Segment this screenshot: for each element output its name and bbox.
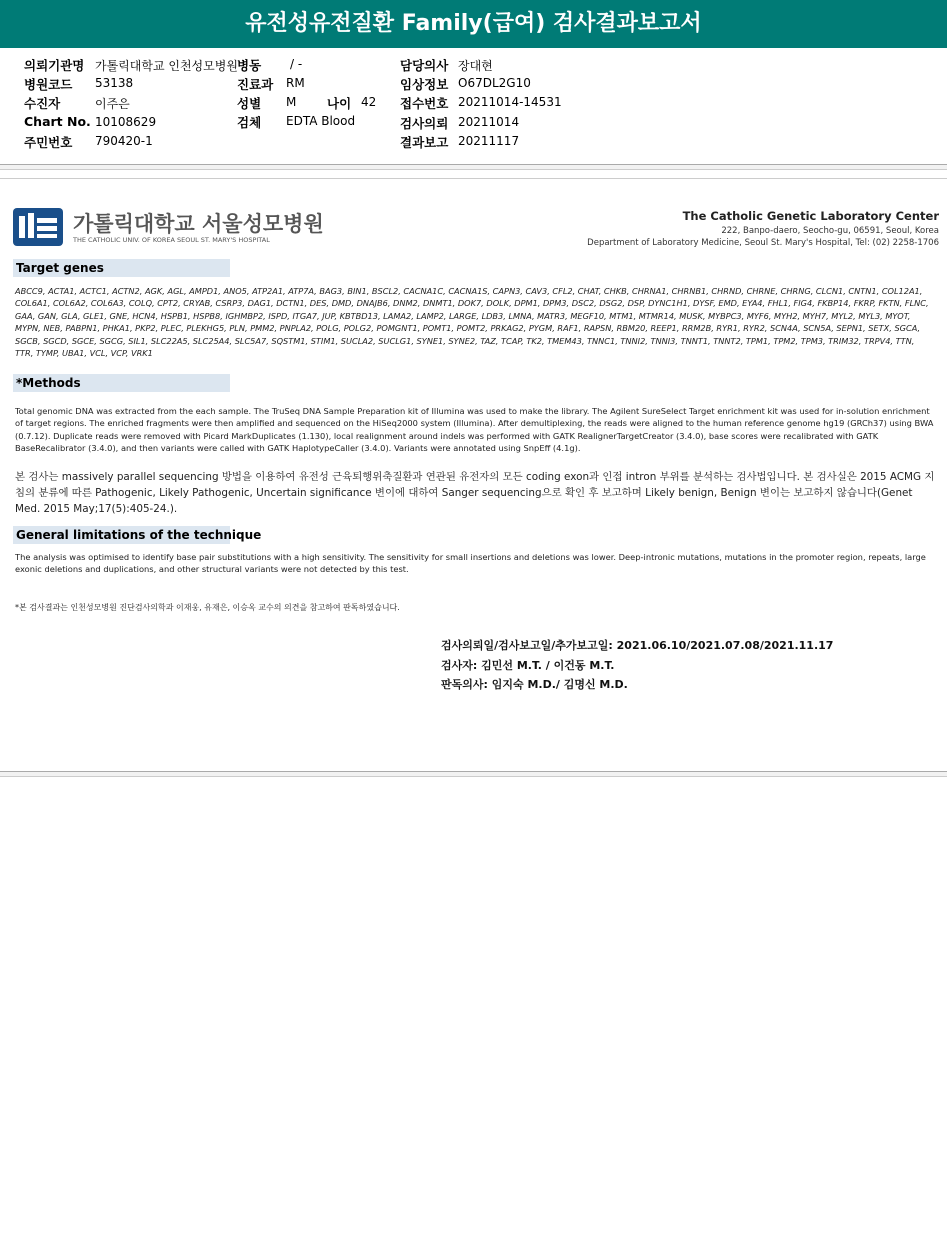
lab-center-name: The Catholic Genetic Laboratory Center	[682, 209, 939, 223]
ward-value: / -	[290, 57, 303, 71]
request-date-label: 검사의뢰	[400, 116, 449, 131]
sex-value: M	[286, 95, 297, 109]
department-label: 진료과	[237, 77, 274, 92]
receipt-no-value: 20211014-14531	[458, 95, 562, 109]
lab-center-address: 222, Banpo-daero, Seocho-gu, 06591, Seoul, Korea	[721, 226, 939, 236]
reader-line: 판독의사: 임지숙 M.D./ 김명신 M.D.	[441, 678, 628, 691]
limitations-text: The analysis was optimised to identify base pair substitutions with a high sensitivity. The sensitivity for small insertions and deletions was lower. Deep-intronic mutations, mutations in the promoter region, repeats, large exonic deletions and duplications, and other structural variants were not detected by this test.	[15, 552, 926, 575]
patient-name-value: 이주은	[95, 97, 130, 111]
target-genes-list: ABCC9, ACTA1, ACTC1, ACTN2, AGK, AGL, AMPD1, ANO5, ATP2A1, ATP7A, BAG3, BIN1, BSCL2, CACNA1C, CACNA1S, CAPN3, CAV3, CFL2, CHAT, CHKB, CHRNA1, CHRNB1, CHRND, CHRNE, CHRNG, CLCN1, CNTN1, COL12A1, COL6A1, COL6A2, COL6A3, COLQ, CPT2, CRYAB, CSRP3, DAG1, DCTN1, DES, DMD, DNAJB6, DNM2, DNMT1, DOK7, DOLK, DPM1, DPM3, DSC2, DSG2, DSP, DYNC1H1, DYSF, EMD, EYA4, FHL1, FIG4, FKBP14, FKRP, FKTN, FLNC, GAA, GAN, GLA, GLE1, GNE, HCN4, HSPB1, HSPB8, IGHMBP2, ISPD, ITGA7, JUP, KBTBD13, LAMA2, LAMP2, LARGE, LDB3, LMNA, MATR3, MEGF10, MTM1, MTMR14, MUSK, MYBPC3, MYF6, MYH2, MYH7, MYL2, MYL3, MYOT, MYPN, NEB, PABPN1, PHKA1, PKP2, PLEC, PLEKHG5, PLN, PMM2, PNPLA2, POLG, POLG2, POMGNT1, POMT1, POMT2, PRKAG2, PYGM, RAF1, RAPSN, RBM20, REEP1, RRM2B, RYR1, RYR2, SCN4A, SCN5A, SEPN1, SETX, SGCA, SGCB, SGCD, SGCE, SGCG, SIL1, SLC22A5, SLC25A4, SLC5A7, SQSTM1, STIM1, SUCLA2, SUCLG1, SYNE1, SYNE2, TAZ, TCAP, TK2, TMEM43, TNNC1, TNNI2, TNNI3, TNNT1, TNNT2, TPM1, TPM2, TPM3, TRIM32, TRPV4, TTN, TTR, TYMP, UBA1, VCL, VCP, VRK1	[15, 286, 929, 359]
clinical-info-label: 임상정보	[400, 77, 449, 92]
hospital-code-value: 53138	[95, 76, 134, 90]
ward-label: 병동	[237, 58, 262, 73]
report-title: 유전성유전질환 Family(급여) 검사결과보고서	[0, 0, 947, 48]
resident-no-value: 790420-1	[95, 134, 153, 148]
chart-no-label: Chart No.	[24, 114, 91, 129]
methods-text-korean: 본 검사는 massively parallel sequencing 방법을 이용하여 유전성 근육퇴행위축질환과 연관된 유전자의 모든 coding exon과 인접 intron 부위를 분석하는 검사법입니다. 본 검사실은 2015 ACMG 지침의 분류에 따른 Pathogenic, Likely Pathogenic, Uncertain significance 변이에 대하여 Sanger sequencing으로 확인 후 보고하며 Likely benign, Benign 변이는 보고하지 않습니다(Genet Med. 2015 May;17(5):405-24.).	[15, 471, 935, 515]
report-date-label: 결과보고	[400, 135, 449, 150]
limitations-heading: General limitations of the technique	[13, 526, 230, 544]
chart-no-value: 10108629	[95, 115, 157, 129]
attending-value: 장대현	[458, 59, 493, 73]
clinical-info-value: O67DL2G10	[458, 76, 531, 90]
report-date-value: 20211117	[458, 134, 520, 148]
interpretation-note: *본 검사결과는 인천성모병원 진단검사의학과 이재웅, 유재은, 이승옥 교수의 의견을 참고하여 판독하였습니다.	[15, 603, 400, 612]
patient-info-panel	[0, 54, 947, 164]
requesting-institution-value: 가톨릭대학교 인천성모병원	[95, 59, 238, 73]
request-date-value: 20211014	[458, 115, 520, 129]
hospital-code-label: 병원코드	[24, 77, 73, 92]
receipt-no-label: 접수번호	[400, 96, 449, 111]
age-label: 나이	[327, 96, 352, 111]
target-genes-heading: Target genes	[13, 259, 230, 277]
hospital-logo-text: 가톨릭대학교 서울성모병원	[73, 212, 324, 236]
department-value: RM	[286, 76, 305, 90]
age-value: 42	[361, 95, 377, 109]
divider	[0, 771, 947, 777]
report-dates-line: 검사의뢰일/검사보고일/추가보고일: 2021.06.10/2021.07.08/2021.11.17	[441, 639, 834, 652]
resident-no-label: 주민번호	[24, 135, 73, 150]
lab-center-department: Department of Laboratory Medicine, Seoul St. Mary's Hospital, Tel: (02) 2258-1706	[587, 238, 939, 248]
requesting-institution-label: 의뢰기관명	[24, 58, 85, 73]
sex-label: 성별	[237, 96, 262, 111]
specimen-label: 검체	[237, 115, 262, 130]
methods-heading: *Methods	[13, 374, 230, 392]
hospital-logo-icon	[13, 208, 63, 246]
attending-label: 담당의사	[400, 58, 449, 73]
methods-text-english: Total genomic DNA was extracted from the each sample. The TruSeq DNA Sample Preparation kit of Illumina was used to make the library. The Agilent SureSelect Target enrichment kit was used for in-solution enrichment of target regions. The enriched fragments were then amplified and sequenced on the HiSeq2000 system (Illumina). After demultiplexing, the reads were aligned to the human reference genome hg19 (GRCh37) using BWA (0.7.12). Duplicate reads were removed with Picard MarkDuplicates (1.130), local realignment around indels was performed with GATK RealignerTargetCreator (3.4.0), base scores were recalibrated with GATK BaseRecalibrator (3.4.0), and then variants were called with GATK HaplotypeCaller (3.4.0). Variants were annotated using SnpEff (4.1g).	[15, 406, 934, 453]
report-page	[0, 181, 947, 771]
specimen-value: EDTA Blood	[286, 114, 356, 128]
divider	[0, 164, 947, 170]
tester-line: 검사자: 김민선 M.T. / 이건동 M.T.	[441, 659, 615, 672]
patient-name-label: 수진자	[24, 96, 61, 111]
divider	[0, 178, 947, 179]
hospital-logo-subtext: THE CATHOLIC UNIV. OF KOREA SEOUL ST. MARY'S HOSPITAL	[73, 236, 270, 244]
